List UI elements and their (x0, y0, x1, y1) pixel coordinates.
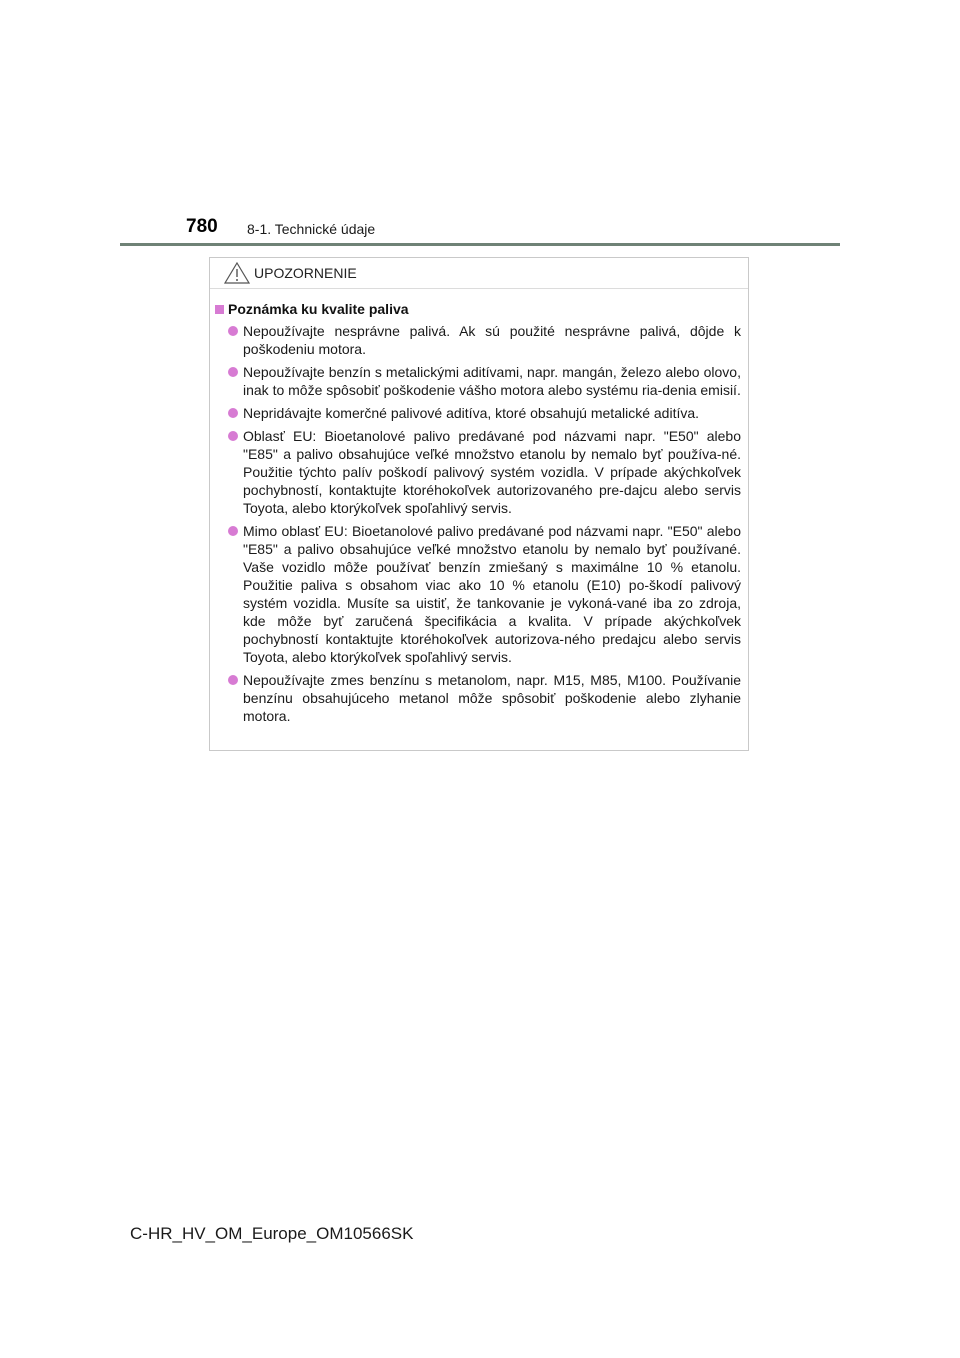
list-item (215, 363, 741, 399)
page-number: 780 (186, 216, 218, 237)
list-item-text: Nepoužívajte benzín s metalickými aditívami, napr. mangán, železo alebo olovo, inak to môže spôsobiť poškodenie vášho motora alebo systému ria-denia emisií. (243, 364, 741, 398)
warning-list (215, 322, 741, 725)
section-title: 8-1. Technické údaje (247, 221, 376, 237)
list-item-text: Oblasť EU: Bioetanolové palivo predávané pod názvami napr. "E50" alebo "E85" a palivo obsahujúce veľké množstvo etanolu by nemalo byť používa-né. Použitie týchto palív poškodí palivový systém vozidla. V prípade akýchkoľvek pochybností, kontaktujte ktoréhokoľvek autorizovaného pre-dajcu alebo servis Toyota, alebo ktorýkoľvek spoľahlivý servis. (243, 428, 741, 516)
bullet-dot-icon (228, 526, 238, 536)
warning-label: UPOZORNENIE (254, 265, 357, 281)
subheading-text: Poznámka ku kvalite paliva (228, 301, 409, 317)
list-item (215, 427, 741, 517)
bullet-dot-icon (228, 326, 238, 336)
warning-body (210, 289, 748, 725)
bullet-dot-icon (228, 431, 238, 441)
bullet-dot-icon (228, 367, 238, 377)
list-item-text: Nepoužívajte nesprávne palivá. Ak sú použité nesprávne palivá, dôjde k poškodeniu motora. (243, 323, 741, 357)
square-bullet-icon (215, 305, 224, 314)
warning-header (210, 258, 748, 289)
warning-triangle-icon (224, 262, 250, 284)
subheading (215, 301, 741, 317)
warning-box (209, 257, 749, 751)
bullet-dot-icon (228, 675, 238, 685)
list-item (215, 671, 741, 725)
list-item (215, 404, 741, 422)
list-item (215, 322, 741, 358)
header-rule (120, 243, 840, 246)
list-item-text: Nepridávajte komerčné palivové aditíva, ktoré obsahujú metalické aditíva. (243, 405, 700, 421)
list-item-text: Nepoužívajte zmes benzínu s metanolom, napr. M15, M85, M100. Používanie benzínu obsahujúceho metanol môže spôsobiť poškodenie alebo zlyhanie motora. (243, 672, 741, 724)
footer-code: C-HR_HV_OM_Europe_OM10566SK (130, 1224, 414, 1243)
list-item (215, 522, 741, 666)
bullet-dot-icon (228, 408, 238, 418)
list-item-text: Mimo oblasť EU: Bioetanolové palivo predávané pod názvami napr. "E50" alebo "E85" a palivo obsahujúce veľké množstvo etanolu by nemalo byť používané. Vaše vozidlo môže používať benzín zmiešaný s maximálne 10 % etanolu. Použitie paliva s obsahom viac ako 10 % etanolu (E10) po-škodí palivový systém vozidla. Musíte sa uistiť, že tankovanie je vykoná-vané iba zo zdroja, kde môže byť zaručená špecifikácia a kvalita. V prípade akýchkoľvek pochybností kontaktujte ktoréhokoľvek autorizova-ného predajcu alebo servis Toyota, alebo ktorýkoľvek spoľahlivý servis. (243, 523, 741, 665)
